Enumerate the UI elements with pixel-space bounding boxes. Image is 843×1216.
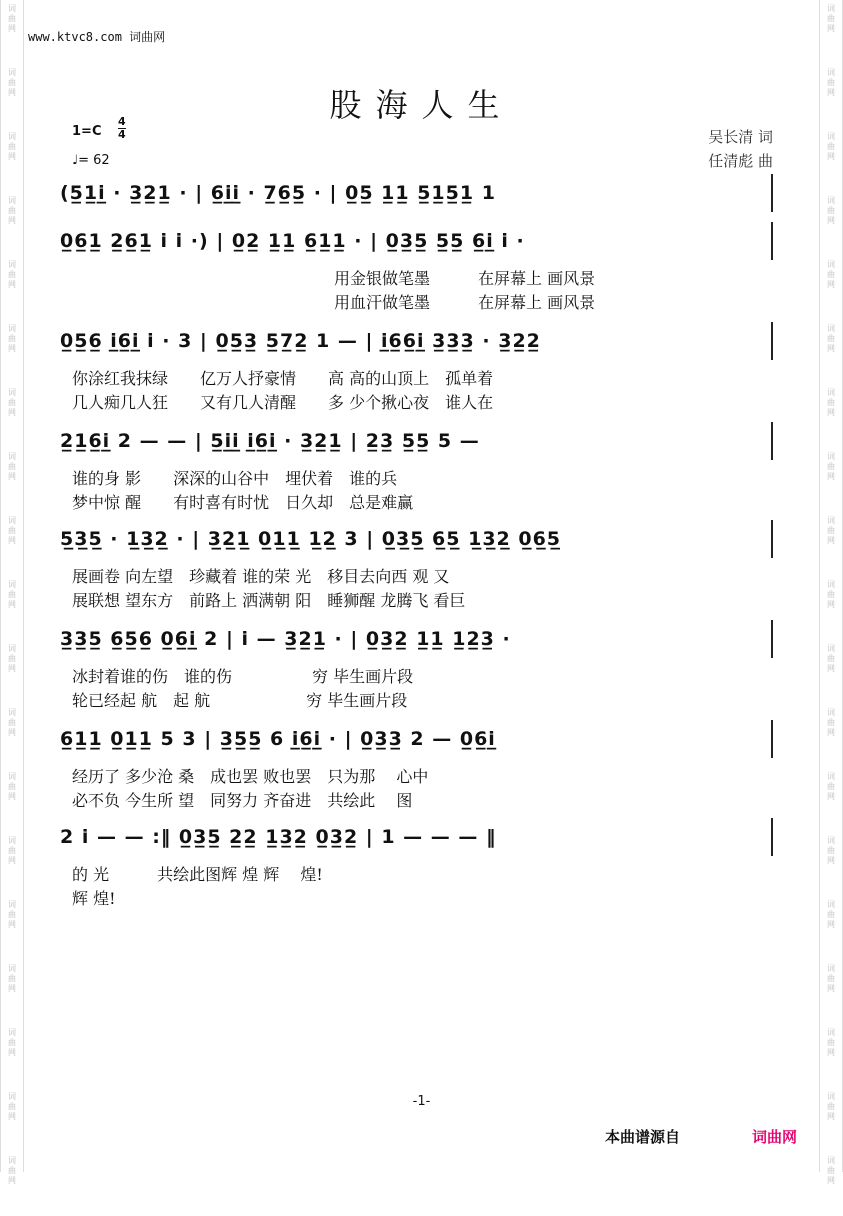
lyric-line-4-2: 梦中惊 醒 有时喜有时忧 日久却 总是难赢 <box>72 493 414 512</box>
watermark-glyph: 词 曲 网 <box>8 452 16 481</box>
watermark-glyph: 词 曲 网 <box>8 1092 16 1121</box>
watermark-glyph: 词 曲 网 <box>8 68 16 97</box>
composer-credit: 任清彪 曲 <box>708 152 773 170</box>
music-line-3: 0̲5̲6̲ i̲6̲i̲ i · 3 | 0̲5̲3̲ 5̲7̲2̲ 1 — | i̲6̲6̲i̲ 3̲3̲3̲ · 3̲2̲2̲ <box>60 330 541 352</box>
lyric-line-5-1: 展画卷 向左望 珍藏着 谁的荣 光 移目去向西 观 又 <box>72 567 450 586</box>
music-line-4: 2̲1̲6̲i̲ 2 — — | 5̲i̲i̲ i̲6̲i̲ · 3̲2̲1̲ | 2̲3̲ 5̲5̲ 5 — <box>60 430 480 452</box>
watermark-glyph: 词 曲 网 <box>827 1156 835 1185</box>
watermark-glyph: 词 曲 网 <box>8 4 16 33</box>
music-line-2: 0̲6̲1̲ 2̲6̲1̲ i i ·) | 0̲2̲ 1̲1̲ 6̲1̲1̲ · | 0̲3̲5̲ 5̲5̲ 6̲i̲ i · <box>60 230 525 252</box>
music-line-1: (5̲1̲i̲ · 3̲2̲1̲ · | 6̲i̲i̲ · 7̲6̲5̲ · | 0̲5̲ 1̲1̲ 5̲1̲5̲1̲ 1 <box>60 182 496 204</box>
left-watermark-strip <box>0 0 24 1185</box>
bar-line <box>771 818 773 856</box>
music-line-7: 6̲1̲1̲ 0̲1̲1̲ 5 3 | 3̲5̲5̲ 6 i̲6̲i̲ · | 0̲3̲3̲ 2 — 0̲6̲i̲ <box>60 728 496 750</box>
bar-line <box>771 422 773 460</box>
lyric-line-7-2: 必不负 今生所 望 同努力 齐奋进 共绘此 图 <box>72 791 413 810</box>
watermark-glyph: 词 曲 网 <box>827 772 835 801</box>
music-line-8: 2 i — — :‖ 0̲3̲5̲ 2̲2̲ 1̲3̲2̲ 0̲3̲2̲ | 1 — — — ‖ <box>60 826 497 848</box>
footer-source: 本曲谱源自 <box>605 1128 681 1146</box>
key-signature: 1=C <box>72 124 102 139</box>
watermark-glyph: 词 曲 网 <box>827 1092 835 1121</box>
watermark-glyph: 词 曲 网 <box>827 4 835 33</box>
watermark-glyph: 词 曲 网 <box>8 772 16 801</box>
lyric-line-6-1: 冰封着谁的伤 谁的伤 穷 毕生画片段 <box>72 667 414 686</box>
watermark-glyph: 词 曲 网 <box>8 964 16 993</box>
watermark-glyph: 词 曲 网 <box>827 68 835 97</box>
site-header[interactable]: www.ktvc8.com 词曲网 <box>28 30 166 44</box>
bar-line <box>771 222 773 260</box>
right-watermark-strip <box>819 0 843 1185</box>
music-line-5: 5̲3̲5̲ · 1̲3̲2̲ · | 3̲2̲1̲ 0̲1̲1̲ 1̲2̲ 3 | 0̲3̲5̲ 6̲5̲ 1̲3̲2̲ 0̲6̲5̲ <box>60 528 562 550</box>
watermark-glyph: 词 曲 网 <box>827 516 835 545</box>
watermark-glyph: 词 曲 网 <box>8 1156 16 1185</box>
footer-brand-link[interactable]: 词曲网 <box>752 1128 798 1146</box>
lyricist-credit: 吴长清 词 <box>708 128 773 146</box>
tempo-marking: ♩= 62 <box>72 153 110 168</box>
watermark-glyph: 词 曲 网 <box>8 324 16 353</box>
watermark-glyph: 词 曲 网 <box>827 452 835 481</box>
watermark-glyph: 词 曲 网 <box>8 708 16 737</box>
watermark-glyph: 词 曲 网 <box>827 708 835 737</box>
watermark-glyph: 词 曲 网 <box>827 580 835 609</box>
watermark-glyph: 词 曲 网 <box>8 516 16 545</box>
watermark-glyph: 词 曲 网 <box>827 196 835 225</box>
watermark-glyph: 词 曲 网 <box>8 644 16 673</box>
watermark-glyph: 词 曲 网 <box>8 580 16 609</box>
lyric-line-8-2: 辉 煌! <box>72 889 116 908</box>
time-signature: 4 4 <box>118 115 126 141</box>
lyric-line-7-1: 经历了 多少沧 桑 成也罢 败也罢 只为那 心中 <box>72 767 429 786</box>
watermark-glyph: 词 曲 网 <box>827 132 835 161</box>
lyric-line-3-1: 你涂红我抹绿 亿万人抒豪情 高 高的山顶上 孤单着 <box>72 369 494 388</box>
bar-line <box>771 720 773 758</box>
bar-line <box>771 174 773 212</box>
song-title: 股海人生 <box>329 86 514 124</box>
music-line-6: 3̲3̲5̲ 6̲5̲6̲ 0̲6̲i̲ 2 | i — 3̲2̲1̲ · | 0̲3̲2̲ 1̲1̲ 1̲2̲3̲ · <box>60 628 511 650</box>
watermark-glyph: 词 曲 网 <box>827 836 835 865</box>
watermark-glyph: 词 曲 网 <box>827 324 835 353</box>
watermark-glyph: 词 曲 网 <box>8 132 16 161</box>
bar-line <box>771 520 773 558</box>
watermark-glyph: 词 曲 网 <box>8 260 16 289</box>
watermark-glyph: 词 曲 网 <box>8 1028 16 1057</box>
watermark-glyph: 词 曲 网 <box>8 196 16 225</box>
lyric-line-5-2: 展联想 望东方 前路上 洒满朝 阳 睡狮醒 龙腾飞 看巨 <box>72 591 466 610</box>
lyric-line-8-1: 的 光 共绘此图辉 煌 辉 煌! <box>72 865 323 884</box>
lyric-line-3-2: 几人痴几人狂 又有几人清醒 多 少个揪心夜 谁人在 <box>72 393 494 412</box>
bar-line <box>771 322 773 360</box>
watermark-glyph: 词 曲 网 <box>8 388 16 417</box>
watermark-glyph: 词 曲 网 <box>827 1028 835 1057</box>
lyric-line-4-1: 谁的身 影 深深的山谷中 埋伏着 谁的兵 <box>72 469 398 488</box>
lyric-line-2-2: 用血汗做笔墨 在屏幕上 画风景 <box>334 293 596 312</box>
watermark-glyph: 词 曲 网 <box>827 964 835 993</box>
watermark-glyph: 词 曲 网 <box>827 644 835 673</box>
watermark-glyph: 词 曲 网 <box>827 260 835 289</box>
lyric-line-6-2: 轮已经起 航 起 航 穷 毕生画片段 <box>72 691 408 710</box>
lyric-line-2-1: 用金银做笔墨 在屏幕上 画风景 <box>334 269 596 288</box>
watermark-glyph: 词 曲 网 <box>827 388 835 417</box>
watermark-glyph: 词 曲 网 <box>827 900 835 929</box>
watermark-glyph: 词 曲 网 <box>8 836 16 865</box>
bar-line <box>771 620 773 658</box>
page-number: -1- <box>412 1094 431 1109</box>
watermark-glyph: 词 曲 网 <box>8 900 16 929</box>
